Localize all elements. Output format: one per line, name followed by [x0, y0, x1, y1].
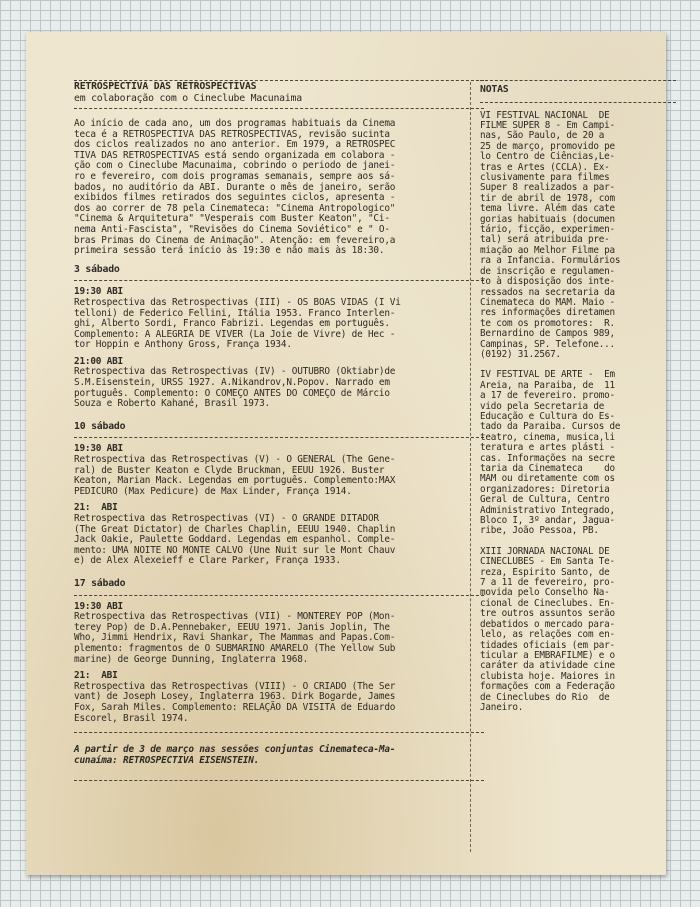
- note-line: te com os promotores: R.: [480, 317, 615, 329]
- intro-line: dos ao correr de 78 pela Cinemateca: "Cinema Antropologico": [74, 202, 396, 214]
- entry-line: tor Hoppin e Anthony Gross, França 1934.: [74, 339, 292, 351]
- entry-line: português. Complemento: O COMEÇO ANTES DO COMEÇO de Márcio: [74, 387, 390, 399]
- entry-line: (The Great Dictator) de Charles Chaplin, EEUU 1940. Chaplin: [74, 523, 396, 535]
- section-subtitle: em colaboração com o Cineclube Macunaima: [74, 92, 302, 104]
- note-line: ressados na secretaria da: [480, 286, 615, 298]
- note-line: reza, Espirito Santo, de: [480, 566, 610, 578]
- footer-rule: [74, 732, 484, 733]
- intro-line: nema Anti-Fascista", "Revisões do Cinema Soviético" e " O-: [74, 223, 390, 235]
- entry-line: marine) de George Dunning, Inglaterra 1968.: [74, 653, 309, 665]
- notes-column: [480, 80, 676, 723]
- program-entry: [74, 287, 484, 351]
- day-heading: 3 sábado: [74, 263, 120, 275]
- main-column: [74, 80, 484, 781]
- note-line: gorias habituais (documen: [480, 213, 615, 225]
- intro-line: TIVA DAS RETROSPECTIVAS está sendo organizada em colabora -: [74, 149, 396, 161]
- session-time: 21: ABI: [74, 502, 118, 514]
- note-line: FILME SUPER 8 - Em Campi-: [480, 120, 615, 131]
- note-line: de inscrição e regulamen-: [480, 265, 615, 277]
- intro-line: Ao início de cada ano, um dos programas habituais da Cinema: [74, 118, 396, 129]
- entry-line: Complemento: A ALEGRIA DE VIVER (La Joie de Vivre) de Hec -: [74, 328, 396, 340]
- footer-line: cunaíma: RETROSPECTIVA EISENSTEIN.: [74, 754, 260, 766]
- entry-line: Jack Oakie, Paulette Goddard. Legendas em espanhol. Comple-: [74, 534, 396, 546]
- intro-paragraph: [74, 119, 484, 257]
- note-line: Bloco I, 3º andar, Jagua-: [480, 515, 615, 527]
- note-line: a 17 de fevereiro. promo-: [480, 390, 615, 402]
- note-line: cional de Cineclubes. En-: [480, 597, 615, 609]
- note-line: Campinas, SP. Telefone...: [480, 338, 615, 350]
- note-cineclubes-jornada: [480, 547, 676, 714]
- note-line: tras e Artes (CCLA). Ex-: [480, 161, 610, 173]
- intro-line: "Cinema & Arquitetura" "Vesperais com Buster Keaton", "Ci-: [74, 213, 390, 225]
- notes-title-rule: [480, 102, 676, 103]
- document-sheet: [26, 32, 666, 875]
- note-line: Areia, na Paraiba, de 11: [480, 379, 615, 391]
- note-line: taria da Cinemateca do: [480, 463, 615, 474]
- note-line: teratura e artes plásti -: [480, 442, 615, 454]
- entry-line: Retrospectiva das Retrospectivas (III) - OS BOAS VIDAS (I Vi: [74, 296, 401, 308]
- note-line: clubista hoje. Maiores in: [480, 670, 615, 682]
- note-line: IV FESTIVAL DE ARTE - Em: [480, 369, 615, 381]
- session-time: 19:30 ABI: [74, 286, 123, 298]
- program-entry: [74, 671, 484, 724]
- intro-line: ção com o Cineclube Macunaima, cobrindo o periodo de janei-: [74, 160, 396, 172]
- entry-line: Souza e Roberto Kahané, Brasil 1973.: [74, 398, 270, 410]
- intro-line: ro e fevereiro, com dois programas semanais, sempre aos sá-: [74, 170, 396, 182]
- day-rule: [74, 437, 484, 438]
- entry-line: S.M.Eisenstein, URSS 1927. A.Nikandrov,N.Popov. Narrado em: [74, 377, 390, 389]
- note-line: nas, São Paulo, de 20 a: [480, 130, 605, 142]
- entry-line: e) de Alex Alexeieff e Clare Parker, França 1933.: [74, 555, 341, 567]
- note-line: ra a Infancia. Formulários: [480, 255, 621, 267]
- entry-line: Retrospectiva das Retrospectivas (IV) - OUTUBRO (Oktiabr)de: [74, 366, 396, 378]
- intro-line: bados, no auditório da ABI. Durante o mês de janeiro, serão: [74, 181, 396, 193]
- note-line: MAM ou diretamente com os: [480, 473, 615, 485]
- note-line: CINECLUBES - Em Santa Te-: [480, 556, 615, 568]
- note-line: Administrativo Integrado,: [480, 504, 615, 516]
- note-super8-festival: [480, 111, 676, 361]
- note-line: miação ao Melhor Filme pa: [480, 244, 615, 256]
- note-line: caráter da atividade cine: [480, 660, 615, 672]
- note-line: tado da Paraiba. Cursos de: [480, 421, 621, 433]
- note-line: clusivamente para filmes: [480, 172, 610, 184]
- intro-line: bras Primas do Cinema de Animação". Atenção: em fevereiro,a: [74, 234, 396, 246]
- note-line: organizadores: Diretoria: [480, 483, 610, 495]
- section-title: RETROSPECTIVA DAS RETROSPECTIVAS: [74, 81, 257, 92]
- program-entry: [74, 357, 484, 410]
- note-line: res informações diretamen: [480, 307, 615, 319]
- entry-line: Retrospectiva das Retrospectivas (VI) - O GRANDE DITADOR: [74, 513, 379, 524]
- note-line: ticular a EMBRAFILME) e o: [480, 649, 615, 661]
- entry-line: Fox, Sarah Miles. Complemento: RELAÇÃO DA VISITA de Eduardo: [74, 701, 396, 713]
- day-rule: [74, 280, 484, 281]
- entry-line: Retrospectiva das Retrospectivas (VIII) - O CRIADO (The Ser: [74, 680, 396, 692]
- note-line: Janeiro.: [480, 701, 524, 713]
- entry-line: Escorel, Brasil 1974.: [74, 712, 189, 724]
- note-line: tema livre. Além das cate: [480, 203, 615, 215]
- day-heading: 17 sábado: [74, 577, 126, 589]
- note-line: teatro, cinema, musica,li: [480, 431, 615, 443]
- note-line: Geral de Cultura, Centro: [480, 494, 610, 506]
- note-line: VI FESTIVAL NACIONAL DE: [480, 109, 610, 121]
- entry-line: vant) de Joseph Losey, Inglaterra 1963. Dirk Bogarde, James: [74, 691, 396, 703]
- entry-line: mento: UMA NOITE NO MONTE CALVO (Une Nuit sur le Mont Chauv: [74, 544, 396, 556]
- day-rule: [74, 595, 484, 596]
- intro-line: exibidos filmes retirados dos seguintes ciclos, apresenta -: [74, 192, 396, 204]
- entry-line: plemento: fragmentos de O SUBMARINO AMARELO (The Yellow Sub: [74, 642, 396, 654]
- entry-line: Retrospectiva das Retrospectivas (VII) - MONTEREY POP (Mon-: [74, 611, 396, 623]
- notes-top-rule: [480, 80, 676, 81]
- note-line: tidades oficiais (em par-: [480, 639, 615, 651]
- note-line: 25 de março, promovido pe: [480, 140, 615, 152]
- program-entry: [74, 444, 484, 497]
- note-line: Super 8 realizados a par-: [480, 182, 615, 194]
- note-line: ribe, João Pessoa, PB.: [480, 525, 599, 537]
- entry-line: ral) de Buster Keaton e Clyde Bruckman, EEUU 1926. Buster: [74, 464, 385, 476]
- footer-note: [74, 745, 484, 766]
- day-heading: 10 sábado: [74, 420, 126, 432]
- notes-title: NOTAS: [480, 84, 509, 95]
- note-line: tal) será atribuida pre-: [480, 234, 610, 246]
- session-time: 19:30 ABI: [74, 600, 123, 612]
- note-line: tir de abril de 1978, com: [480, 192, 615, 204]
- note-line: vido pela Secretaria de: [480, 400, 605, 412]
- program-entry: [74, 503, 484, 567]
- note-line: Educação e Cultura do Es-: [480, 410, 615, 422]
- entry-line: ghi, Alberto Sordi, Franco Fabrizi. Legendas em português.: [74, 318, 390, 330]
- intro-line: dos ciclos realizados no ano anterior. Em 1979, a RETROSPEC: [74, 139, 396, 151]
- note-arte-festival: [480, 370, 676, 537]
- footer-line: A partir de 3 de março nas sessões conjuntas Cinemateca-Ma-: [74, 744, 396, 756]
- session-time: 21: ABI: [74, 670, 118, 682]
- intro-line: primeira sessão terá início às 19:30 e não mais às 18:30.: [74, 245, 385, 257]
- session-time: 21:00 ABI: [74, 355, 123, 367]
- entry-line: Keaton, Marian Mack. Legendas em português. Complemento:MAX: [74, 475, 396, 487]
- note-line: debatidos o mercado para-: [480, 618, 615, 630]
- note-line: de Cineclubes do Rio de: [480, 691, 610, 703]
- session-time: 19:30 ABI: [74, 443, 123, 455]
- subtitle-rule: [74, 108, 484, 109]
- entry-line: Retrospectiva das Retrospectivas (V) - O GENERAL (The Gene-: [74, 454, 396, 466]
- note-line: movida pelo Conselho Na-: [480, 587, 610, 599]
- note-line: 7 a 11 de fevereiro, pro-: [480, 577, 615, 589]
- entry-line: Who, Jimmi Hendrix, Ravi Shankar, The Mammas and Papas.Com-: [74, 632, 396, 644]
- bottom-rule: [74, 780, 484, 781]
- note-line: formações com a Federação: [480, 681, 615, 693]
- note-line: cas. Informações na secre: [480, 452, 615, 464]
- note-line: (0192) 31.2567.: [480, 348, 561, 360]
- entry-line: telloni) de Federico Fellini, Itália 1953. Franco Interlen-: [74, 307, 396, 319]
- program-entry: [74, 602, 484, 666]
- intro-line: teca é a RETROSPECTIVA DAS RETROSPECTIVAS, revisão sucinta: [74, 128, 390, 140]
- note-line: tre outros assuntos serão: [480, 608, 615, 620]
- note-line: Bernardino de Campos 989,: [480, 328, 615, 340]
- note-line: to à disposição dos inte-: [480, 276, 615, 288]
- note-line: lo Centro de Ciências,Le-: [480, 151, 615, 163]
- note-line: XIII JORNADA NACIONAL DE: [480, 545, 610, 557]
- entry-line: PEDICURO (Max Pedicure) de Max Linder, França 1914.: [74, 485, 352, 497]
- note-line: Cinemateca do MAM. Maio -: [480, 296, 615, 308]
- note-line: tário, ficção, experimen-: [480, 224, 615, 236]
- note-line: lelo, as relações com en-: [480, 629, 615, 641]
- entry-line: terey Pop) de D.A.Pennebaker, EEUU 1971. Janis Joplin, The: [74, 621, 390, 633]
